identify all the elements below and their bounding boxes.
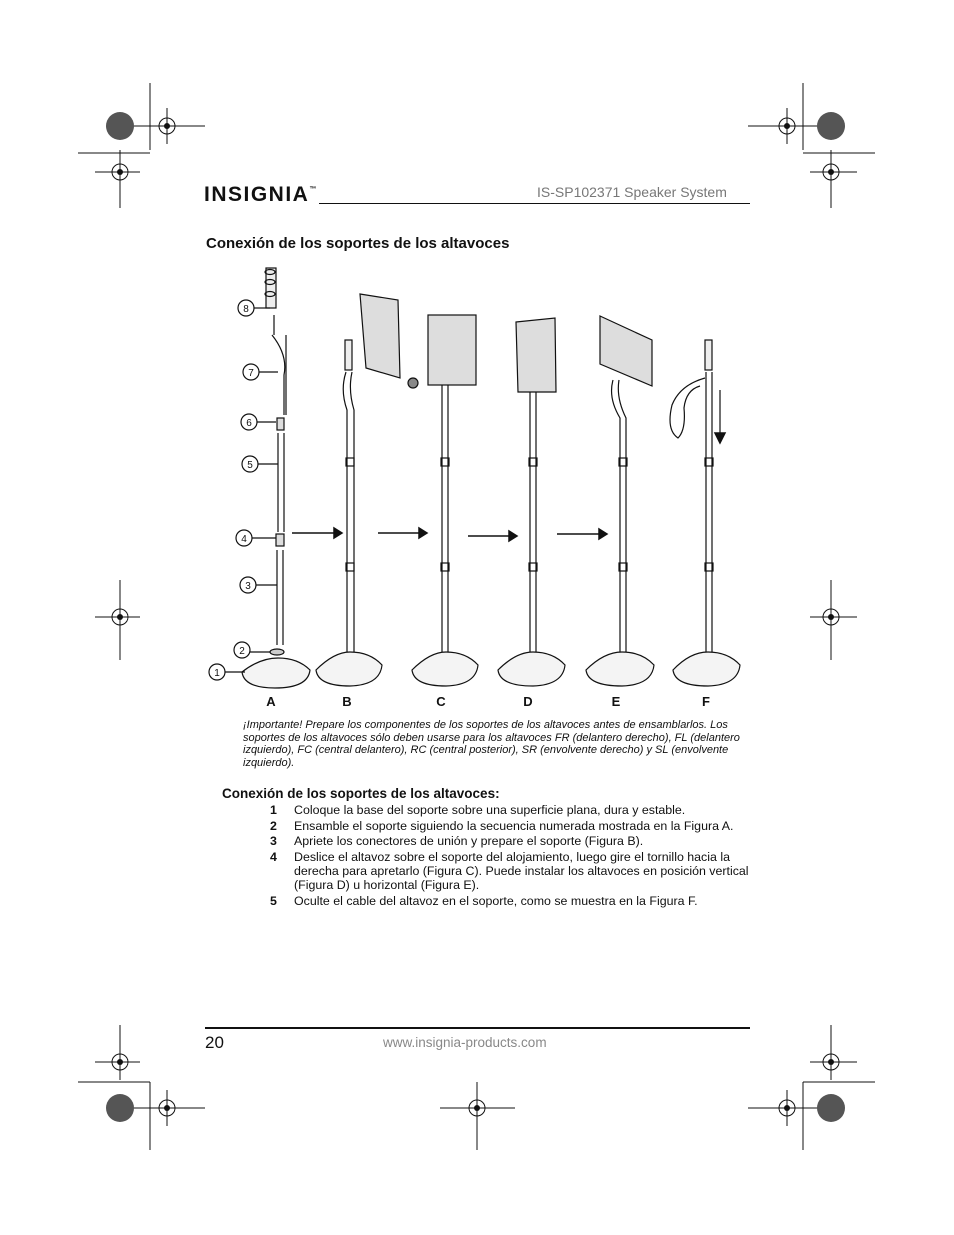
figure-label-c: C [436, 694, 446, 709]
footer-rule [205, 1027, 750, 1029]
section-title: Conexión de los soportes de los altavoces [206, 235, 510, 252]
figure-label-f: F [702, 694, 710, 709]
brand-logo: INSIGNIA™ [204, 183, 317, 206]
footer-url[interactable]: www.insignia-products.com [383, 1035, 547, 1050]
callout-5: 5 [247, 460, 253, 471]
callout-6: 6 [246, 418, 252, 429]
steps-heading: Conexión de los soportes de los altavoces: [222, 786, 500, 801]
callout-1: 1 [214, 668, 220, 679]
figure-label-b: B [342, 694, 352, 709]
callout-4: 4 [241, 534, 247, 545]
header-rule [319, 203, 750, 204]
page-number: 20 [205, 1033, 224, 1052]
callout-8: 8 [243, 304, 249, 315]
product-name: IS-SP102371 Speaker System [537, 184, 727, 200]
important-note: ¡Importante! Prepare los componentes de los soportes de los altavoces antes de ensamblarlos. Los soportes de los altavoces sólo deben usarse para los altavoces FR (delantero derecho), FL (delantero izquierdo), FC (central delantero), RC (central posterior), SR (envolvente derecho) y SL (envolvente izquierdo). [243, 719, 740, 769]
assembly-figure [200, 260, 760, 720]
figure-label-e: E [611, 694, 621, 709]
callout-3: 3 [245, 581, 251, 592]
steps-list [270, 803, 760, 909]
step-item: 3 Apriete los conectores de unión y prepare el soporte (Figura B). [270, 834, 644, 849]
step-item: 2 Ensamble el soporte siguiendo la secuencia numerada mostrada en la Figura A. [270, 818, 734, 833]
figure-label-a: A [266, 694, 276, 709]
step-item: 5 Oculte el cable del altavoz en el soporte, como se muestra en la Figura F. [270, 893, 698, 908]
step-item: 1 Coloque la base del soporte sobre una superficie plana, dura y estable. [270, 803, 686, 817]
callout-7: 7 [248, 368, 254, 379]
callout-2: 2 [239, 646, 245, 657]
step-item: 4 Deslice el altavoz sobre el soporte del alojamiento, luego gire el tornillo hacia la derecha para apretarlo (Figura C). Puede instalar los altavoces en posición vertical (Figura D) u horizontal (Figura E). [270, 849, 749, 893]
figure-label-d: D [523, 694, 533, 709]
